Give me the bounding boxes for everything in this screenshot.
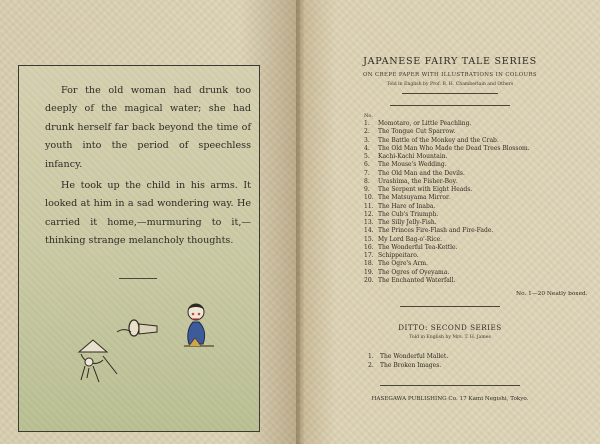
- list-item: 8. Urashima, the Fisher-Boy.: [364, 177, 458, 185]
- second-series-list: [368, 352, 568, 370]
- list-item: 7. The Old Man and the Devils.: [364, 169, 465, 177]
- mid-rule: [400, 306, 500, 307]
- bottom-rule: [380, 385, 520, 386]
- right-page: [300, 0, 600, 444]
- list-item: 19. The Ogres of Oyeyama.: [364, 268, 450, 276]
- old-woman-and-child-illustration: [59, 288, 229, 388]
- illustration-frame: [18, 65, 260, 432]
- list-item: 12. The Cub's Triumph.: [364, 210, 439, 218]
- list-item: 1. The Wonderful Mallet.: [368, 353, 449, 360]
- boxed-note: No. 1—20 Neatly boxed.: [516, 291, 588, 297]
- book-gutter: [296, 0, 304, 444]
- list-item: 17. Schippeitaro.: [364, 252, 419, 259]
- list-item: 15. My Lord Bag-o'-Rice.: [364, 235, 443, 243]
- fallen-hat-icon: [117, 320, 157, 336]
- number-label: No.: [364, 113, 373, 119]
- translator-note: Told in English by Prof. B. H. Chamberlain and Others: [386, 82, 514, 87]
- list-top-rule: [390, 105, 510, 106]
- list-item: 16. The Wonderful Tea-Kettle.: [364, 243, 458, 251]
- list-item: 3. The Battle of the Monkey and the Crab.: [364, 136, 499, 144]
- second-series-note: Told in English by Mrs. T. H. James: [409, 335, 491, 340]
- list-item: 10. The Matsuyama Mirror.: [364, 194, 451, 202]
- first-series-list: [364, 120, 584, 285]
- title-rule: [402, 93, 498, 94]
- story-paragraph-1: For the old woman had drunk too deeply of the magical water; she had drunk herself far back beyond the time of youth into the period of speechless infancy.: [45, 85, 251, 170]
- list-item: 2. The Broken Images.: [368, 362, 442, 369]
- list-item: 9. The Serpent with Eight Heads.: [364, 186, 473, 193]
- list-item: 6. The Mouse's Wedding.: [364, 161, 447, 169]
- list-item: 20. The Enchanted Waterfall.: [364, 276, 456, 284]
- old-man-figure-icon: [79, 340, 117, 382]
- series-title: JAPANESE FAIRY TALE SERIES: [363, 56, 537, 67]
- child-figure-icon: [184, 304, 214, 346]
- list-item: 13. The Silly Jelly-Fish.: [364, 219, 437, 226]
- list-item: 5. Kachi-Kachi Mountain.: [364, 153, 448, 160]
- story-text: [45, 82, 251, 251]
- list-item: 18. The Ogre's Arm.: [364, 260, 428, 268]
- second-series-title: DITTO: SECOND SERIES: [398, 323, 502, 332]
- series-subtitle: ON CREPE PAPER WITH ILLUSTRATIONS IN COLOURS: [362, 72, 538, 78]
- list-item: 1. Momotaro, or Little Peachling.: [364, 120, 472, 127]
- list-item: 4. The Old Man Who Made the Dead Trees Blossom.: [364, 144, 530, 152]
- section-divider: [119, 278, 157, 279]
- list-item: 11. The Hare of Inaba.: [364, 202, 436, 210]
- story-paragraph-2: He took up the child in his arms. It looked at him in a sad wondering way. He carried it home,—murmuring to it,—thinking strange melancholy thoughts.: [45, 180, 251, 247]
- publisher-imprint: HASEGAWA PUBLISHING Co. 17 Kami Negishi, Tokyo.: [371, 396, 529, 402]
- list-item: 2. The Tongue Cut Sparrow.: [364, 128, 456, 136]
- list-item: 14. The Princes Fire-Flash and Fire-Fade.: [364, 227, 494, 235]
